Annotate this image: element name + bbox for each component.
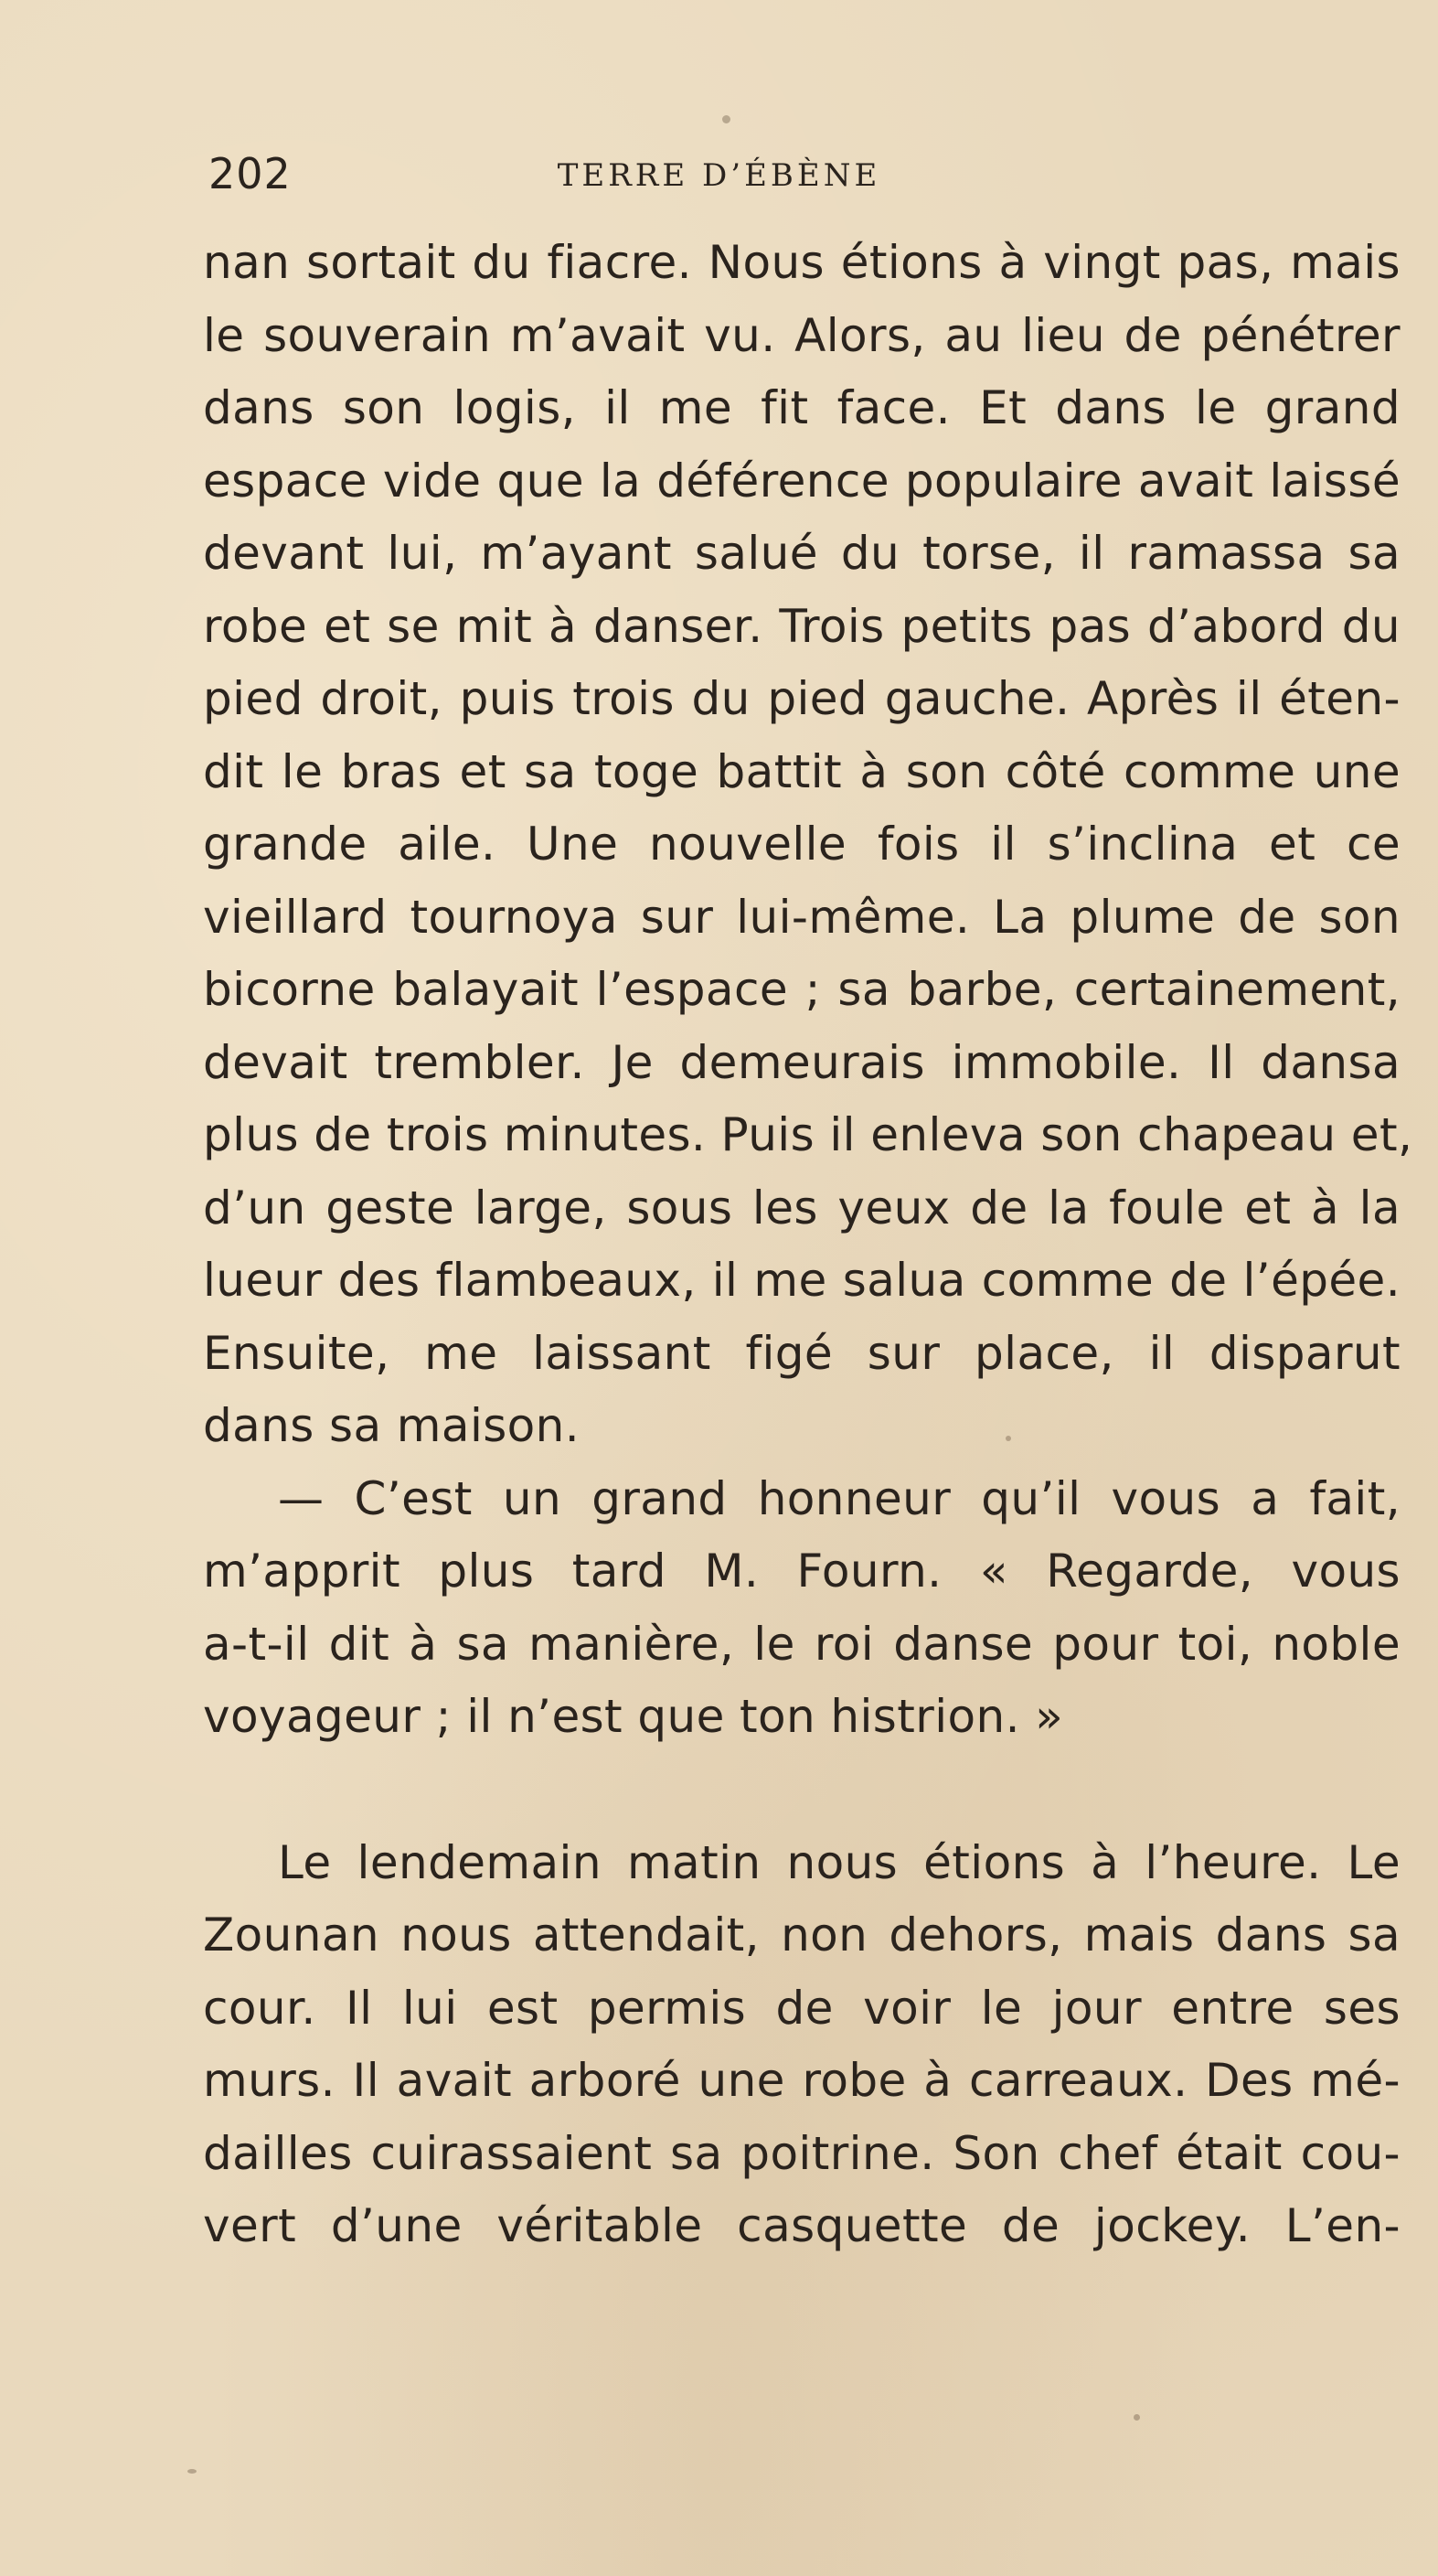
text-line: m’apprit plus tard M. Fourn. « Regarde, vous — [203, 1545, 1401, 1598]
text-line: bicorne balayait l’espace ; sa barbe, certainement, — [203, 963, 1401, 1016]
section-break — [203, 1754, 1401, 1827]
page-number: 202 — [208, 149, 292, 198]
text-line: — C’est un grand honneur qu’il vous a fait, — [278, 1471, 1401, 1525]
text-line: devant lui, m’ayant salué du torse, il ramassa sa — [203, 527, 1401, 580]
text-line: robe et se mit à danser. Trois petits pas d’abord du — [203, 599, 1401, 653]
text-line: nan sortait du fiacre. Nous étions à vingt pas, mais — [203, 236, 1401, 289]
text-line: pied droit, puis trois du pied gauche. Après il éten- — [203, 672, 1401, 725]
text-line: cour. Il lui est permis de voir le jour entre ses — [203, 1981, 1401, 2035]
text-line: murs. Il avait arboré une robe à carreaux. Des mé- — [203, 2054, 1401, 2107]
text-line: dans sa maison. — [203, 1399, 581, 1452]
body-text — [203, 227, 1413, 2263]
paper-speck — [1134, 2414, 1140, 2421]
text-line: vieillard tournoya sur lui-même. La plume de son — [203, 890, 1401, 944]
paragraph-2 — [203, 1463, 1401, 1754]
text-line: Ensuite, me laissant figé sur place, il disparut — [203, 1326, 1401, 1380]
text-line: Le lendemain matin nous étions à l’heure. Le — [278, 1835, 1401, 1889]
text-line: espace vide que la déférence populaire avait laissé — [203, 454, 1401, 508]
paper-speck — [187, 2469, 197, 2474]
text-line: d’un geste large, sous les yeux de la foule et à la — [203, 1181, 1401, 1235]
paragraph-3 — [203, 1827, 1401, 2263]
text-line: a-t-il dit à sa manière, le roi danse pour toi, noble — [203, 1617, 1401, 1671]
paper-speck — [722, 115, 730, 123]
text-line: Zounan nous attendait, non dehors, mais dans sa — [203, 1908, 1401, 1961]
text-line: grande aile. Une nouvelle fois il s’inclina et ce — [203, 818, 1401, 871]
text-line: dans son logis, il me fit face. Et dans le grand — [203, 381, 1401, 434]
page-header — [0, 146, 1438, 201]
paper-speck — [1006, 1436, 1011, 1441]
text-line: vert d’une véritable casquette de jockey. L’en- — [203, 2199, 1401, 2252]
text-line: dit le bras et sa toge battit à son côté comme une — [203, 744, 1401, 798]
text-line: dailles cuirassaient sa poitrine. Son chef était cou- — [203, 2126, 1401, 2180]
text-line: le souverain m’avait vu. Alors, au lieu de pénétrer — [203, 308, 1401, 362]
text-line: plus de trois minutes. Puis il enleva son chapeau et, — [203, 1108, 1413, 1161]
paragraph-1 — [203, 227, 1413, 1463]
text-line: voyageur ; il n’est que ton histrion. » — [203, 1690, 1064, 1743]
running-title: TERRE D’ÉBÈNE — [557, 157, 881, 194]
text-line: lueur des flambeaux, il me salua comme de l’épée. — [203, 1254, 1401, 1307]
text-line: devait trembler. Je demeurais immobile. Il dansa — [203, 1035, 1401, 1089]
